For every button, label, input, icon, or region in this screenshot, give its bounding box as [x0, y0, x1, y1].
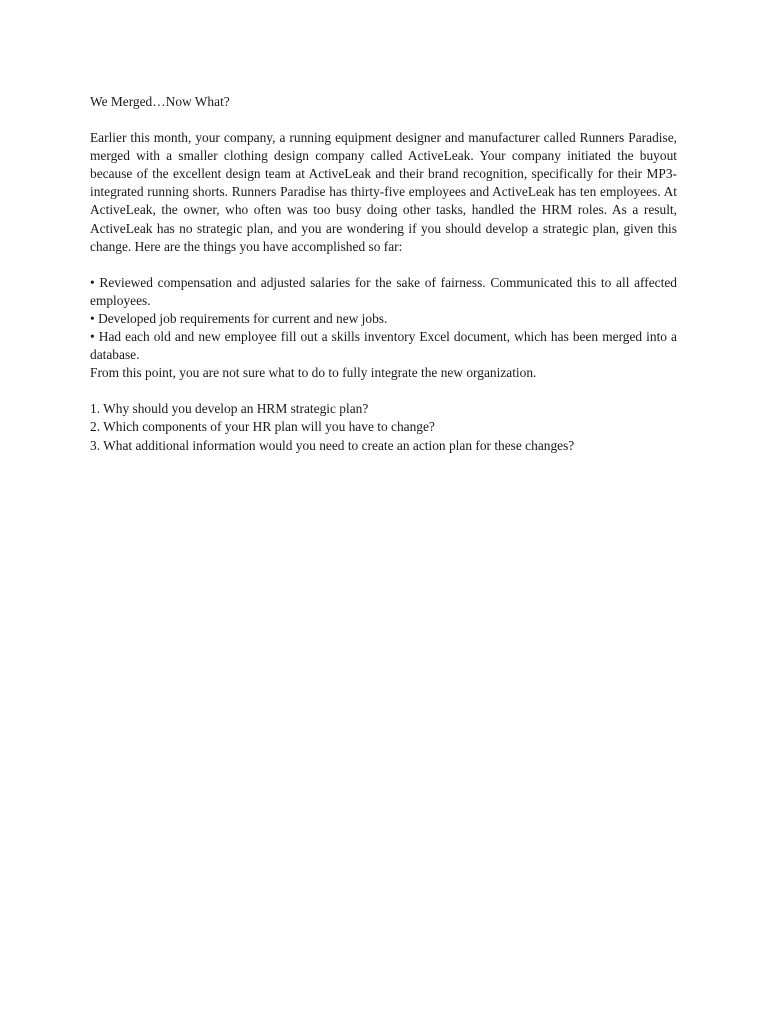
question-item: 3. What additional information would you need to create an action plan for these changes?: [90, 437, 575, 453]
accomplishments-list: [90, 274, 677, 364]
accomplishment-item: [90, 274, 677, 310]
bullet-mark: •: [90, 274, 95, 290]
document-title: We Merged…Now What?: [90, 94, 230, 109]
accomplishment-text: Had each old and new employee fill out a skills inventory Excel document, which has been merged into a database.: [90, 329, 678, 363]
question-item: 2. Which components of your HR plan will you have to change?: [90, 419, 435, 435]
accomplishment-item: [90, 328, 677, 364]
closing-paragraph: From this point, you are not sure what to do to fully integrate the new organization.: [90, 365, 537, 381]
intro-paragraph: Earlier this month, your company, a running equipment designer and manufacturer called Runners Paradise, merged with a smaller clothing design company called ActiveLeak. Your company initiated the buyout because of the excellent design team at ActiveLeak and their brand recognition, specifically for their MP3-integrated running shorts. Runners Paradise has thirty-five employees and ActiveLeak has ten employees. At ActiveLeak, the owner, who often was too busy doing other tasks, handled the HRM roles. As a result, ActiveLeak has no strategic plan, and you are wondering if you should develop a strategic plan, given this change. Here are the things you have accomplished so far:: [90, 130, 677, 254]
bullet-mark: •: [90, 310, 95, 326]
question-item: 1. Why should you develop an HRM strategic plan?: [90, 401, 369, 417]
accomplishment-text: Reviewed compensation and adjusted salaries for the sake of fairness. Communicated this to all affected employees.: [90, 274, 677, 308]
document-page: [90, 93, 677, 455]
accomplishment-item: [90, 310, 677, 328]
accomplishment-text: Developed job requirements for current and new jobs.: [98, 310, 388, 326]
bullet-mark: •: [90, 329, 95, 345]
questions-list: [90, 400, 677, 454]
